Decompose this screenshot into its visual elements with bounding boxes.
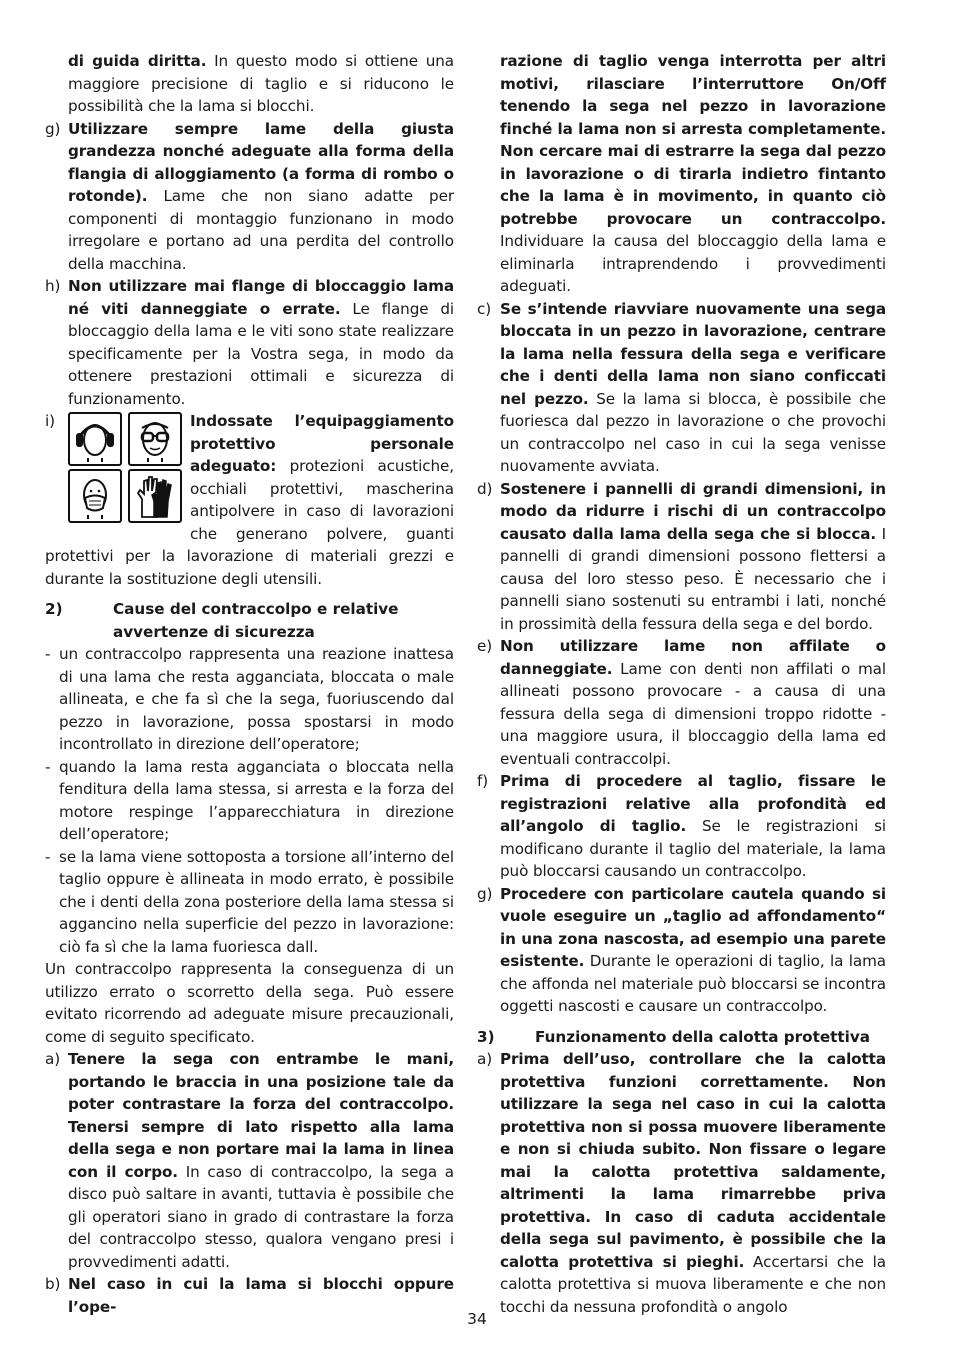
bold-text: Prima dell’uso, controllare che la calotta protettiva funzioni correttamente. Non utilizzare la sega nel caso in cui la calotta protettiva non si possa muovere liberamente e non si chiuda subito. Non fissare o legare mai la calotta protettiva saldamente, altrimenti la lama rimarrebbe priva protettiva. In caso di caduta accidentale della sega sul pavimento, è possibile che la calotta protettiva si pieghi. <box>500 1050 886 1271</box>
body-text: Durante le operazioni di taglio, la lama che affonda nel materiale può bloccarsi se incontra oggetti nascosti e causare un contraccolpo. <box>500 952 886 1015</box>
body-text: In questo modo si ottiene una maggiore precisione di taglio e si riducono le possibilità che la lama si blocchi. <box>68 52 454 115</box>
item-label: a) <box>45 1050 61 1068</box>
protective-gloves-icon <box>128 469 182 523</box>
list-item-a <box>45 1048 454 1273</box>
item-label: g) <box>477 884 493 903</box>
body-text: quando la lama resta agganciata o bloccata nella fenditura della lama stessa, si arresta e la forza del motore respinge l’apparecchiatura in direzione dell’operatore; <box>59 757 454 843</box>
list-item-c <box>477 298 886 478</box>
dash-marker: - <box>45 645 51 663</box>
bullet-item <box>45 846 454 959</box>
safety-glasses-icon <box>128 412 182 466</box>
body-text: Se la lama si blocca, è possibile che fuoriesca dal pezzo in lavorazione o che provochi un contraccolpo nel caso in cui la sega venisse nuovamente avviata. <box>500 389 886 475</box>
list-item-b-continuation <box>477 50 886 298</box>
section-title: Funzionamento della calotta protettiva <box>535 1027 870 1046</box>
right-column <box>477 50 886 1318</box>
body-text: Le flange di bloccaggio della lama e le viti sono state realizzare specificamente per la Vostra sega, in modo da ottenere prestazioni ottimali e sicurezza di funzionamento. <box>68 299 454 408</box>
dash-marker: - <box>45 847 51 866</box>
bold-text: Non utilizzare mai flange di bloccaggio lama né viti danneggiate o errate. <box>68 277 454 318</box>
list-item-d <box>477 478 886 636</box>
list-item-f <box>477 770 886 883</box>
body-text: un contraccolpo rappresenta una reazione inattesa di una lama che resta agganciata, bloccata o male allineata, e che fa sì che la sega, fuoriuscendo dal pezzo in lavorazione, possa spostarsi in modo incontrollato in direzione dell’operatore; <box>59 645 454 753</box>
page-number: 34 <box>467 1310 487 1328</box>
body-text: Lame con denti non affilati o mal allineati possono provocare - a causa di una fessura della sega di dimensioni troppo ridotte - una maggiore usura, il bloccaggio della lama ed eventuali contraccolpi. <box>500 659 886 768</box>
paragraph-f-continuation <box>45 50 454 118</box>
ear-protection-icon <box>68 412 122 466</box>
bold-text: razione di taglio venga interrotta per altri motivi, rilasciare l’interruttore On/Off tenendo la sega nel pezzo in lavorazione finché la lama non si arresta completamente. Non cercare mai di estrarre la sega dal pezzo in lavorazione o di tirarla indietro fintanto che la lama è in movimento, in quanto ciò potrebbe provocare un contraccolpo. <box>500 52 886 228</box>
section-heading-3 <box>477 1026 886 1049</box>
list-item-h <box>45 275 454 410</box>
list-item-g <box>45 118 454 276</box>
list-item-a-right <box>477 1048 886 1318</box>
bold-text: Procedere con particolare cautela quando si vuole eseguire un „taglio ad affondamento“ in una zona nascosta, ad esempio una parete esistente. <box>500 884 886 970</box>
bold-text: Nel caso in cui la lama si blocchi oppure l’ope- <box>68 1275 454 1316</box>
section-number: 2) <box>45 600 63 618</box>
bold-text: Non utilizzare lame non affilate o danneggiate. <box>500 637 886 678</box>
item-label: h) <box>45 277 61 295</box>
section-number: 3) <box>477 1027 495 1046</box>
item-label: a) <box>477 1050 493 1068</box>
body-text: protezioni acustiche, occhiali protettivi, mascherina antipolvere in caso di lavorazioni che generano polvere, guanti protettivi per la lavorazione di materiali grezzi e durante la sostituzione degli utensili. <box>45 457 454 588</box>
dust-mask-icon <box>68 469 122 523</box>
bold-text: Utilizzare sempre lame della giusta grandezza nonché adeguate alla forma della flangia di alloggiamento (a forma di rombo o rotonde). <box>68 119 454 205</box>
bold-text: Tenere la sega con entrambe le mani, portando le braccia in una posizione tale da poter contrastare la forza del contraccolpo. Tenersi sempre di lato rispetto alla lama della sega e non portare mai la lama in linea con il corpo. <box>68 1050 454 1181</box>
bold-text: Prima di procedere al taglio, fissare le registrazioni relative alla profondità ed all’angolo di taglio. <box>500 772 886 835</box>
body-text: Individuare la causa del bloccaggio della lama e eliminarla intraprendendo i provvedimenti adeguati. <box>500 232 886 295</box>
item-label: i) <box>45 412 55 430</box>
body-text: Lame che non siano adatte per componenti di montaggio funzionano in modo irregolare e portano ad una perdita del controllo della macchina. <box>68 187 454 273</box>
item-label: c) <box>477 299 492 318</box>
item-label: e) <box>477 637 493 655</box>
bold-text: Indossate l’equipaggiamento protettivo personale adeguato: <box>190 412 454 475</box>
item-label: b) <box>45 1275 61 1293</box>
bold-text: Sostenere i pannelli di grandi dimensioni, in modo da ridurre i rischi di un contraccolpo causato dalla lama della sega che si blocca. <box>500 479 886 543</box>
body-text: I pannelli di grandi dimensioni possono flettersi a causa del loro stesso peso. È necessario che i pannelli siano sostenuti su entrambi i lati, nonché in prossimità della fessura della sega e del bordo. <box>500 524 887 633</box>
body-text: In caso di contraccolpo, la sega a disco può saltare in avanti, tuttavia è possibile che gli operatori siano in grado di contrastare la forza del contraccolpo stesso, qualora vengano presi i provvedimenti adatti. <box>68 1162 455 1271</box>
list-item-i <box>45 410 454 590</box>
list-item-g-right <box>477 883 886 1018</box>
ppe-icons <box>68 412 184 524</box>
bold-text: di guida diritta. <box>68 52 207 70</box>
summary-paragraph: Un contraccolpo rappresenta la conseguenza di un utilizzo errato o scorretto della sega. Può essere evitato ricorrendo ad adeguate misure precauzionali, come di seguito specificato. <box>45 960 454 1046</box>
bold-text: Se s’intende riavviare nuovamente una sega bloccata in un pezzo in lavorazione, centrare la lama nella fessura della sega e verificare che i denti della lama non siano conficcati nel pezzo. <box>500 299 886 408</box>
list-item-e <box>477 635 886 770</box>
body-text: Accertarsi che la calotta protettiva si muova liberamente e che non tocchi da nessuna profondità o angolo <box>500 1252 886 1316</box>
item-label: f) <box>477 772 489 790</box>
dash-marker: - <box>45 757 51 776</box>
bullet-item <box>45 643 454 756</box>
left-column <box>45 50 454 1318</box>
item-label: g) <box>45 119 61 138</box>
item-label: d) <box>477 479 493 498</box>
bullet-item <box>45 756 454 846</box>
body-text: Se le registrazioni si modificano durante il taglio del materiale, la lama può bloccarsi causando un contraccolpo. <box>500 817 886 880</box>
body-text: se la lama viene sottoposta a torsione all’interno del taglio oppure è allineata in modo errato, è possibile che i denti della zona posteriore della lama stessa si aggancino nella superficie del pezzo in lavorazione: ciò fa sì che la lama fuoriesca dall. <box>59 847 454 956</box>
section-title: Cause del contraccolpo e relative avvertenze di sicurezza <box>113 600 399 641</box>
section-heading-2 <box>45 598 454 643</box>
